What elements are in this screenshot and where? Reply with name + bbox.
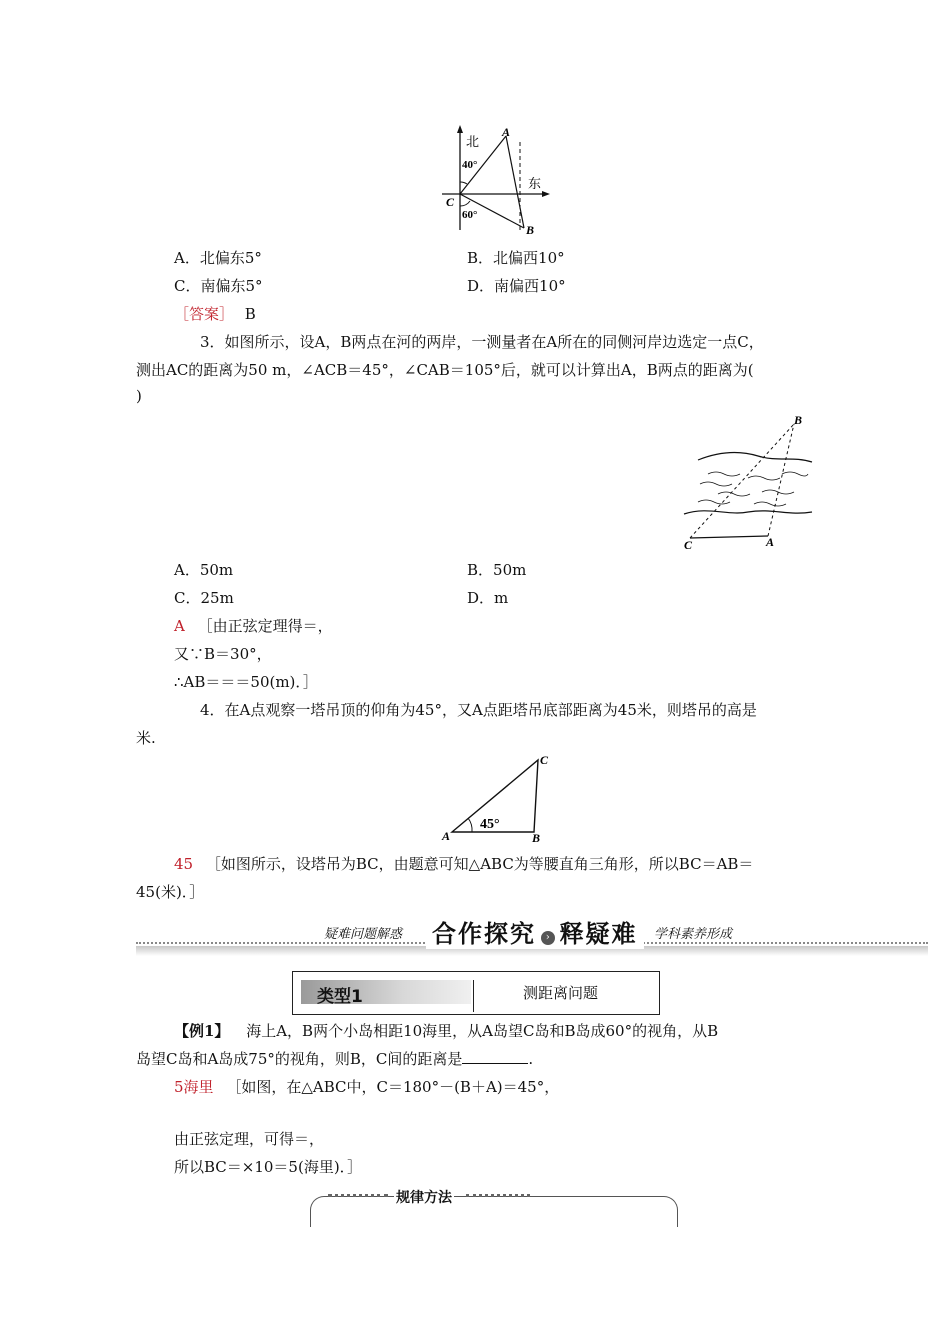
method-dots-left (328, 1194, 388, 1197)
type-box (292, 971, 660, 1015)
q3-solution-line1 (174, 615, 333, 636)
answer-value: B (244, 305, 256, 323)
method-box (310, 1188, 678, 1228)
q3-sol2: 又∵B＝30°， (174, 645, 272, 663)
example-text1: 海上A，B两个小岛相距10海里，从A岛望C岛和B岛成60°的视角，从B (246, 1022, 719, 1040)
fig1-angle-top: 40° (462, 159, 478, 171)
q3-option-c: C．25m (174, 589, 234, 607)
answer-blank (462, 1049, 528, 1064)
q4-line2: 米. (136, 729, 156, 747)
q3-sol3: ∴AB＝＝＝50(m)．］ (174, 673, 318, 691)
example-sol1: ［如图，在△ABC中，C＝180°－(B＋A)＝45°， (226, 1078, 560, 1096)
fig1-north-label: 北 (466, 134, 480, 149)
q4-solution-line1 (174, 853, 753, 874)
figure-river-diagram (678, 412, 818, 552)
fig1-angle-bottom: 60° (462, 209, 478, 221)
q2-answer (174, 303, 256, 324)
example-line2 (136, 1048, 533, 1069)
type-divider (473, 980, 474, 1012)
q4-sol2: 45(米)．］ (136, 883, 205, 901)
q3-option-b: B．50m (467, 561, 527, 579)
method-label: 规律方法 (394, 1187, 454, 1207)
answer-label: ［答案］ (174, 305, 235, 323)
fig2-point-a: A (766, 535, 775, 549)
q3-sol1: ［由正弦定理得＝， (197, 617, 333, 635)
fig3-point-c: C (540, 753, 549, 767)
q4-sol1: ［如图所示，设塔吊为BC，由题意可知△ABC为等腰直角三角形，所以BC＝AB＝ (205, 855, 754, 873)
banner-left-text: 疑难问题解惑 (320, 923, 406, 942)
example-sol2: 由正弦定理，可得＝， (174, 1130, 325, 1148)
q3-option-d: D．m (467, 589, 509, 607)
fig3-angle: 45° (480, 817, 500, 832)
q3-line1: 3．如图所示，设A，B两点在河的两岸，一测量者在A所在的同侧河岸边选定一点C， (200, 333, 764, 351)
fig1-point-b: B (526, 223, 535, 237)
q3-line3: ) (136, 387, 142, 405)
banner-right-text: 学科素养形成 (650, 923, 736, 942)
q3-line2: 测出AC的距离为50 m，∠ACB＝45°，∠CAB＝105°后，就可以计算出A，B两点的距离为( (136, 361, 754, 379)
example-solution-line1 (174, 1076, 559, 1097)
banner-center (426, 914, 644, 949)
banner-center-part2: 释疑难 (559, 920, 638, 948)
method-dots-right (466, 1194, 530, 1197)
q2-option-d: D．南偏西10° (467, 277, 566, 295)
fig1-point-c: C (446, 195, 455, 209)
q3-option-a: A．50m (174, 561, 234, 579)
type-title: 测距离问题 (523, 984, 599, 1002)
banner-center-part1: 合作探究 (432, 920, 536, 948)
example-label: 【例1】 (174, 1022, 230, 1040)
fig2-point-b: B (794, 413, 803, 427)
q2-option-b: B．北偏西10° (467, 249, 565, 267)
fig3-point-b: B (532, 831, 541, 845)
banner-arrow-icon: › (541, 931, 555, 945)
fig2-point-c: C (684, 538, 693, 552)
example-text2-end: . (528, 1050, 534, 1068)
q2-option-c: C．南偏东5° (174, 277, 263, 295)
fig1-point-a: A (502, 125, 511, 139)
q4-line1: 4．在A点观察一塔吊顶的仰角为45°，又A点距塔吊底部距离为45米，则塔吊的高是 (200, 701, 757, 719)
figure-compass-diagram (436, 122, 556, 238)
example-answer: 5海里 (174, 1078, 214, 1096)
section-banner (136, 914, 928, 960)
q4-answer: 45 (174, 855, 194, 873)
example-line1 (174, 1020, 718, 1041)
fig1-east-label: 东 (528, 176, 542, 191)
example-sol3: 所以BC＝×10＝5(海里)．］ (174, 1158, 363, 1176)
method-box-frame (310, 1196, 678, 1227)
type-tab (301, 980, 471, 1007)
q2-option-a: A．北偏东5° (174, 249, 262, 267)
figure-triangle-diagram (438, 752, 558, 848)
example-text2: 岛望C岛和A岛成75°的视角，则B，C间的距离是 (136, 1050, 463, 1068)
q3-answer: A (174, 617, 185, 635)
type-label: 类型1 (317, 987, 363, 1007)
fig3-point-a: A (442, 829, 451, 843)
